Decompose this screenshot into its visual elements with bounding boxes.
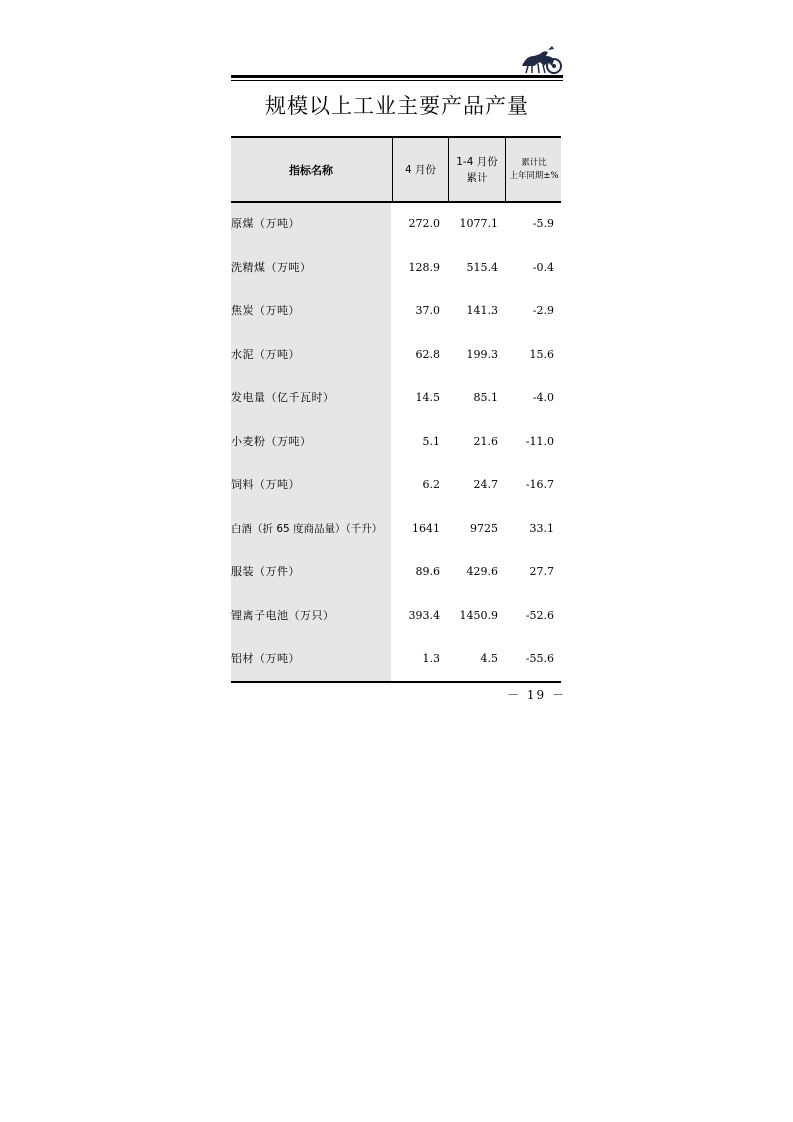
table-row (231, 214, 561, 234)
table-row (231, 432, 561, 452)
row-month: 393.4 (408, 609, 440, 622)
row-name: 发电量（亿千瓦时） (231, 391, 335, 404)
table-row (231, 562, 561, 582)
table-row (231, 258, 561, 278)
row-name: 水泥（万吨） (231, 348, 300, 361)
header-rule-thin (231, 80, 563, 81)
header-cumulative-line1: 1-4 月份 (456, 155, 498, 168)
row-month: 14.5 (415, 391, 440, 404)
row-yoy: 33.1 (529, 522, 554, 535)
row-month: 5.1 (422, 435, 440, 448)
row-month: 37.0 (415, 304, 440, 317)
table-row (231, 519, 561, 539)
production-table (231, 136, 561, 683)
row-yoy: -52.6 (525, 609, 554, 622)
row-cumulative: 85.1 (473, 391, 498, 404)
table-header (231, 138, 561, 203)
row-month: 272.0 (408, 217, 440, 230)
table-row (231, 649, 561, 669)
header-cumulative-line2: 累计 (466, 171, 488, 184)
row-month: 128.9 (408, 261, 440, 274)
row-cumulative: 21.6 (473, 435, 498, 448)
row-yoy: 15.6 (529, 348, 554, 361)
row-name: 白酒（折 65 度商品量）（千升） (231, 523, 383, 535)
row-cumulative: 1450.9 (459, 609, 498, 622)
row-name: 饲料（万吨） (231, 478, 300, 491)
row-yoy: -5.9 (532, 217, 554, 230)
row-month: 1641 (412, 522, 440, 535)
header-yoy-line1: 累计比 (521, 157, 547, 168)
row-name: 洗精煤（万吨） (231, 261, 312, 274)
table-row (231, 475, 561, 495)
horse-chariot-logo-icon (518, 44, 564, 76)
row-month: 1.3 (422, 652, 440, 665)
row-cumulative: 429.6 (466, 565, 498, 578)
row-yoy: -16.7 (525, 478, 554, 491)
row-name: 小麦粉（万吨） (231, 435, 312, 448)
header-cumulative (448, 138, 505, 201)
table-bottom-rule (231, 681, 561, 683)
header-yoy-line2: 上年同期±% (509, 170, 559, 181)
table-row (231, 301, 561, 321)
row-month: 6.2 (422, 478, 440, 491)
page-number: － 19 － (507, 688, 566, 702)
row-cumulative: 24.7 (473, 478, 498, 491)
table-row (231, 345, 561, 365)
table-body (231, 203, 561, 681)
row-cumulative: 199.3 (466, 348, 498, 361)
table-row (231, 606, 561, 626)
row-cumulative: 1077.1 (459, 217, 498, 230)
row-month: 89.6 (415, 565, 440, 578)
row-name: 原煤（万吨） (231, 217, 300, 230)
row-yoy: -11.0 (525, 435, 554, 448)
row-yoy: -4.0 (532, 391, 554, 404)
row-yoy: -0.4 (532, 261, 554, 274)
page-title: 规模以上工业主要产品产量 (265, 94, 529, 118)
row-cumulative: 141.3 (466, 304, 498, 317)
header-rule-thick (231, 75, 563, 78)
header-yoy (505, 138, 562, 201)
row-cumulative: 9725 (470, 522, 498, 535)
row-name: 焦炭（万吨） (231, 304, 300, 317)
row-cumulative: 515.4 (466, 261, 498, 274)
header-indicator-name: 指标名称 (289, 163, 333, 177)
header-month: 4 月份 (392, 138, 448, 201)
row-name: 铝材（万吨） (231, 652, 300, 665)
row-name: 服装（万件） (231, 565, 300, 578)
row-cumulative: 4.5 (480, 652, 498, 665)
row-yoy: 27.7 (529, 565, 554, 578)
row-name: 锂离子电池（万只） (231, 609, 335, 622)
row-month: 62.8 (415, 348, 440, 361)
row-yoy: -2.9 (532, 304, 554, 317)
row-yoy: -55.6 (525, 652, 554, 665)
table-row (231, 388, 561, 408)
